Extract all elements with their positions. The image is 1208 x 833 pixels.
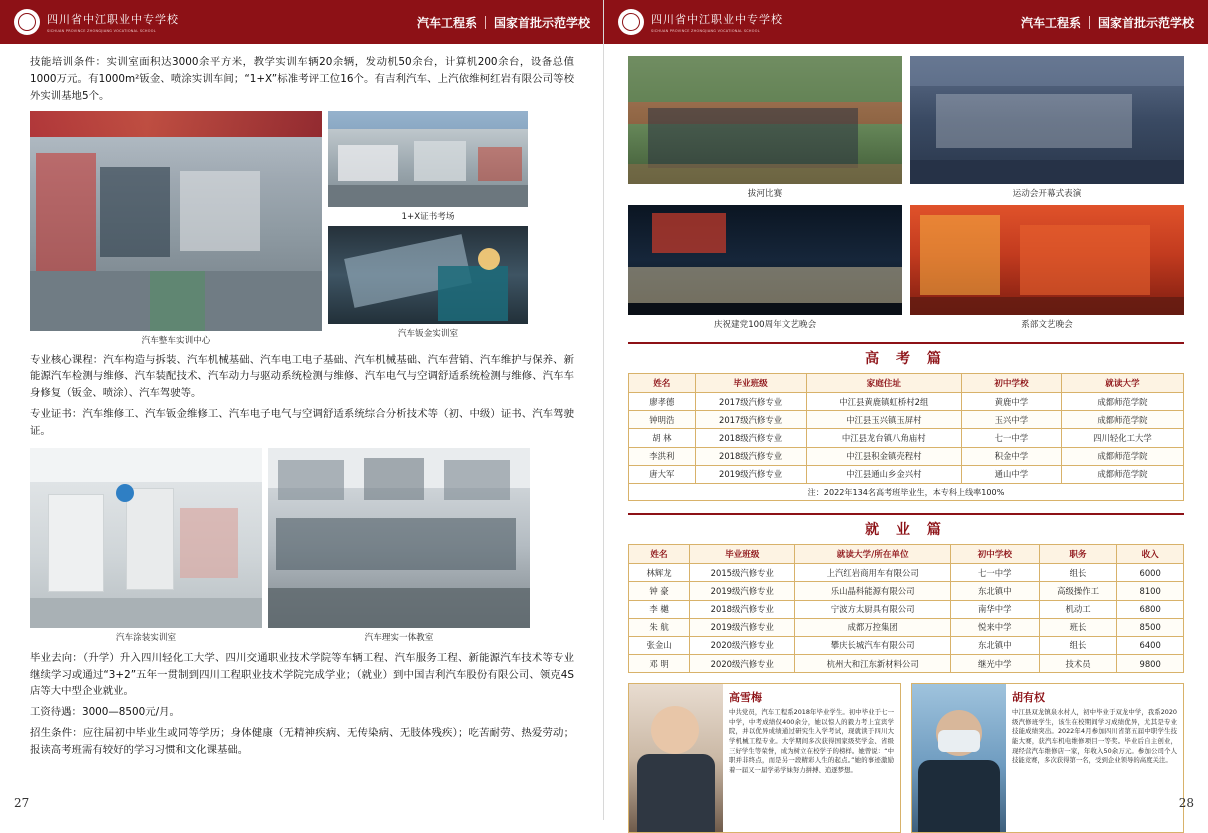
cell: 唐大军: [629, 465, 696, 483]
photo-sports-opening: [910, 56, 1184, 184]
cell: 2015级汽修专业: [690, 564, 795, 582]
cell: 2017级汽修专业: [695, 411, 806, 429]
cell: 钟 豪: [629, 582, 690, 600]
cell: 2018级汽修专业: [695, 429, 806, 447]
school-name-cn: 四川省中江职业中专学校: [47, 13, 179, 26]
cell: 成都师范学院: [1061, 465, 1183, 483]
cell: 黄鹿中学: [961, 393, 1061, 411]
profile-card-hu-youquan: [911, 683, 1184, 833]
cell: 8100: [1117, 582, 1184, 600]
caption-vehicle-training-center: 汽车整车实训中心: [141, 335, 211, 346]
table-row: [629, 636, 1184, 654]
cell: 2019级汽修专业: [690, 618, 795, 636]
cell: 9800: [1117, 655, 1184, 673]
cell: 中江县积金镇壳程村: [806, 447, 961, 465]
table-row: [629, 600, 1184, 618]
cell: 2019级汽修专业: [695, 465, 806, 483]
page-right: [604, 0, 1208, 820]
profile-text-gao-xuemei: 中共党员，汽车工程系2018年毕业学生。初中毕业于七一中学，中考成绩仅400余分，她以惊人的毅力考上宜宾学院，并以优异成绩通过研究生入学考试，现就读于四川大学机械工程专业。大学期间多次获得国家级奖学金、省级三好学生等荣誉，成为树立在校学子的榜样。她曾说：“中职并非终点，而是另一段精彩人生的起点。”她的事迹激励着一届又一届学弟学妹努力拼搏、追逐梦想。: [729, 708, 894, 774]
cell: 8500: [1117, 618, 1184, 636]
header-left: [0, 0, 604, 44]
cell: 中江县龙台镇八角庙村: [806, 429, 961, 447]
cell: 悦来中学: [950, 618, 1039, 636]
table-header-row-gaokao: [629, 374, 1184, 393]
cell: 2018级汽修专业: [695, 447, 806, 465]
table-row: [629, 411, 1184, 429]
cell: 成都师范学院: [1061, 393, 1183, 411]
caption-sports-opening: 运动会开幕式表演: [1012, 189, 1082, 199]
dept-title-right: 汽车工程系: [1020, 15, 1081, 30]
school-name-en-right: SICHUAN PROVINCE ZHONGJIANG VOCATIONAL SCHOOL: [651, 29, 760, 33]
school-logo-right: [618, 9, 783, 35]
table-note-row: [629, 483, 1184, 500]
photo-group-2: [30, 448, 574, 643]
profile-card-gao-xuemei: [628, 683, 901, 833]
paragraph-admission-requirements: 招生条件：应往届初中毕业生或同等学历；身体健康（无精神疾病、无传染病、无肢体残疾）；吃苦耐劳、热爱劳动；报读高考班需有较好的学习习惯和文化课基础。: [30, 727, 574, 756]
cell: 李 樾: [629, 600, 690, 618]
cell: 李洪利: [629, 447, 696, 465]
photo-1x-exam: [328, 111, 528, 207]
cell: 组长: [1039, 564, 1117, 582]
section-jiuye: [628, 513, 1184, 544]
cell: 2018级汽修专业: [690, 600, 795, 618]
photo-department-gala: [910, 205, 1184, 315]
cell: 中江县通山乡金兴村: [806, 465, 961, 483]
col-class: 毕业班级: [695, 374, 806, 393]
cell: 班长: [1039, 618, 1117, 636]
col-name: 姓名: [629, 545, 690, 564]
cell: 邓 明: [629, 655, 690, 673]
dept-title: 汽车工程系: [416, 15, 477, 30]
header-divider-right: [1089, 16, 1090, 29]
school-logo: [14, 9, 179, 35]
cell: 积金中学: [961, 447, 1061, 465]
page-number-right: 28: [1178, 796, 1194, 810]
cell: 机动工: [1039, 600, 1117, 618]
cell: 2017级汽修专业: [695, 393, 806, 411]
cell: 东北镇中: [950, 636, 1039, 654]
cell: 继光中学: [950, 655, 1039, 673]
cell: 6400: [1117, 636, 1184, 654]
cell: 上汽红岩商用车有限公司: [795, 564, 950, 582]
table-note: 注：2022年134名高考班毕业生，本专科上线率100%: [629, 483, 1184, 500]
paragraph-graduate-destination: 毕业去向：（升学）升入四川轻化工大学、四川交通职业技术学院等车辆工程、汽车服务工程、新能源汽车技术等专业继续学习或通过“3+2”五年一贯制到四川工程职业技术学院完成学业；（就业）到中国吉利汽车股份有限公司、领克4S店等大中型企业就业。: [30, 651, 574, 698]
cell: 杭州大和江东新材料公司: [795, 655, 950, 673]
cell: 2020级汽修专业: [690, 655, 795, 673]
cell: 2020级汽修专业: [690, 636, 795, 654]
school-badge: 国家首批示范学校: [493, 15, 590, 30]
cell: 攀庆长城汽车有限公司: [795, 636, 950, 654]
table-row: [629, 447, 1184, 465]
cell: 组长: [1039, 636, 1117, 654]
col-university: 就读大学: [1061, 374, 1183, 393]
table-gaokao: [628, 373, 1184, 501]
cell: 钟明浩: [629, 411, 696, 429]
profile-name-gao-xuemei: 高雪梅: [729, 691, 762, 705]
table-row: [629, 393, 1184, 411]
cell: 乐山晶科能源有限公司: [795, 582, 950, 600]
cell: 成都万控集团: [795, 618, 950, 636]
col-middle-school: 初中学校: [961, 374, 1061, 393]
section-gaokao: [628, 342, 1184, 373]
header-divider: [485, 16, 486, 29]
cell: 四川轻化工大学: [1061, 429, 1183, 447]
cell: 林辉龙: [629, 564, 690, 582]
cell: 成都师范学院: [1061, 411, 1183, 429]
caption-tug-of-war: 拔河比赛: [747, 189, 783, 199]
school-name-cn-right: 四川省中江职业中专学校: [651, 13, 783, 26]
paragraph-training-conditions: 技能培训条件：实训室面积达3000余平方米，教学实训车辆20余辆，发动机50余台，计算机200余台，设备总值1000万元。有1000m²钣金、喷涂实训车间；“1+X”标准考评工位16个。有吉利汽车、上汽依维柯红岩有限公司等校外实训基地5个。: [30, 56, 574, 102]
table-header-row-jiuye: [629, 545, 1184, 564]
caption-integrated-classroom: 汽车理实一体教室: [364, 632, 434, 643]
cell: 七一中学: [961, 429, 1061, 447]
col-middle-school: 初中学校: [950, 545, 1039, 564]
col-employer: 就读大学/所在单位: [795, 545, 950, 564]
paragraph-salary: 工资待遇：3000—8500元/月。: [30, 706, 180, 719]
table-row: [629, 429, 1184, 447]
cell: 宁波方太厨具有限公司: [795, 600, 950, 618]
table-row: [629, 465, 1184, 483]
table-row: [629, 564, 1184, 582]
table-row: [629, 582, 1184, 600]
left-body: [0, 44, 604, 759]
col-income: 收入: [1117, 545, 1184, 564]
caption-1x-exam: 1+X证书考场: [401, 211, 455, 222]
school-badge-right: 国家首批示范学校: [1097, 15, 1194, 30]
col-name: 姓名: [629, 374, 696, 393]
section-title-jiuye: 就 业 篇: [865, 522, 947, 539]
cell: 南华中学: [950, 600, 1039, 618]
section-title-gaokao: 高 考 篇: [865, 351, 947, 367]
cell: 七一中学: [950, 564, 1039, 582]
cell: 中江县黄鹿镇虹桥村2组: [806, 393, 961, 411]
school-name-en: SICHUAN PROVINCE ZHONGJIANG VOCATIONAL SCHOOL: [47, 29, 156, 33]
cell: 成都师范学院: [1061, 447, 1183, 465]
page-left: [0, 0, 604, 820]
cell: 张金山: [629, 636, 690, 654]
cell: 廖孝德: [629, 393, 696, 411]
cell: 朱 航: [629, 618, 690, 636]
seal-icon-right: [618, 9, 644, 35]
table-row: [629, 655, 1184, 673]
profile-photo-hu-youquan: [912, 684, 1006, 832]
photo-party-anniversary-gala: [628, 205, 902, 315]
photo-group-events-1: [604, 56, 1208, 199]
cell: 技术员: [1039, 655, 1117, 673]
header-right: [604, 0, 1208, 44]
seal-icon: [14, 9, 40, 35]
photo-group-events-2: [604, 205, 1208, 330]
cell: 胡 林: [629, 429, 696, 447]
cell: 玉兴中学: [961, 411, 1061, 429]
photo-body-repair-lab: [328, 226, 528, 324]
caption-department-gala: 系部文艺晚会: [1021, 320, 1073, 330]
table-row: [629, 618, 1184, 636]
photo-group-1: [30, 111, 574, 346]
col-position: 职务: [1039, 545, 1117, 564]
photo-integrated-classroom: [268, 448, 530, 628]
col-class: 毕业班级: [690, 545, 795, 564]
cell: 6000: [1117, 564, 1184, 582]
alumni-profile-cards: [604, 683, 1208, 833]
photo-painting-lab: [30, 448, 262, 628]
caption-painting-lab: 汽车涂装实训室: [115, 632, 177, 643]
paragraph-core-courses: 专业核心课程：汽车构造与拆装、汽车机械基础、汽车电工电子基础、汽车机械基础、汽车营销、汽车维护与保养、新能源汽车检测与维修、汽车装配技术、汽车动力与驱动系统检测与维修、汽车电气与空调舒适系统检测与维修、汽车车身修复（钣金、喷涂）、汽车驾驶等。: [30, 353, 574, 400]
photo-vehicle-training-center: [30, 111, 322, 331]
paragraph-certificates: 专业证书：汽车维修工、汽车钣金维修工、汽车电子电气与空调舒适系统综合分析技术等（初、中级）证书、汽车驾驶证。: [30, 408, 574, 437]
col-address: 家庭住址: [806, 374, 961, 393]
photo-tug-of-war: [628, 56, 902, 184]
page-number-left: 27: [14, 796, 30, 810]
cell: 高级操作工: [1039, 582, 1117, 600]
table-jiuye: [628, 544, 1184, 673]
cell: 中江县玉兴镇玉屏村: [806, 411, 961, 429]
profile-name-hu-youquan: 胡有权: [1012, 691, 1045, 705]
cell: 2019级汽修专业: [690, 582, 795, 600]
caption-party-anniversary-gala: 庆祝建党100周年文艺晚会: [713, 320, 817, 330]
cell: 6800: [1117, 600, 1184, 618]
profile-photo-gao-xuemei: [629, 684, 723, 832]
profile-text-hu-youquan: 中江县双龙镇泉水村人，初中毕业于双龙中学，我系2020级汽修班学生，该生在校期间学习成绩优异，尤其是专业技能成绩突出。2022年4月参加四川省第五届中职学生技能大赛，获汽车机电维修项目一等奖。毕业后自主创业，现经营汽车维修店一家，年收入50余万元。参加公司个人技能竞赛，多次获得第一名，受到企业领导的高度关注。: [1012, 708, 1177, 765]
caption-body-repair-lab: 汽车钣金实训室: [397, 328, 459, 339]
cell: 通山中学: [961, 465, 1061, 483]
cell: 东北镇中: [950, 582, 1039, 600]
